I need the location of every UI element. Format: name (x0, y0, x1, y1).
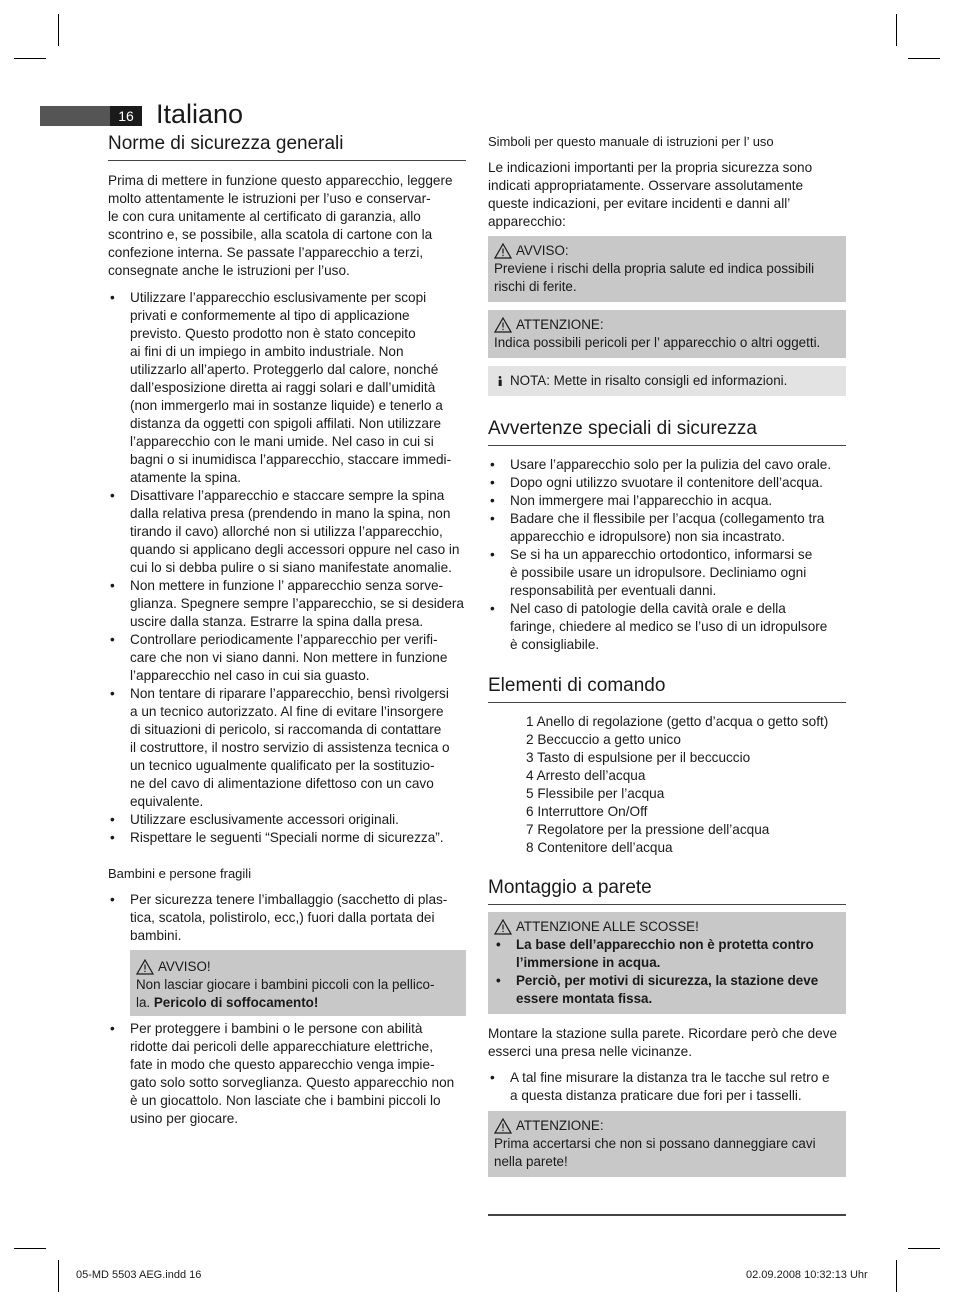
list-item: 8 Contenitore dell’acqua (526, 840, 673, 855)
intro-paragraph (108, 172, 466, 280)
intro-line: molto attentamente le istruzioni per l’uso e conservar- (108, 191, 431, 206)
children-subheading: Bambini e persone fragili (108, 866, 252, 881)
list-item: 6 Interruttore On/Off (526, 804, 648, 819)
avviso-box: AVVISO: Previene i rischi della propria salute ed indica possibili rischi di ferite. (488, 236, 846, 302)
list-item: 7 Regolatore per la pressione dell’acqua (526, 822, 770, 837)
list-item: • Nel caso di patologie della cavità orale e della faringe, chiedere al medico se l’uso di un idropulsore è consigliabile. (488, 600, 846, 654)
attenzione-box: ATTENZIONE: Indica possibili pericoli per l’ apparecchio o altri oggetti. (488, 310, 846, 358)
mount-intro: Montare la stazione sulla parete. Ricordare però che deve esserci una presa nelle vicinanze. (488, 1026, 838, 1059)
symbols-subheading: Simboli per questo manuale di istruzioni per l’ uso (488, 134, 774, 149)
list-item: 4 Arresto dell’acqua (526, 768, 646, 783)
intro-line: le con cura unitamente al certificato di garanzia, allo (108, 209, 421, 224)
warning-triangle-icon (494, 243, 512, 259)
list-item: • Controllare periodicamente l’apparecchio per verifi- care che non vi siano danni. Non mettere in funzione l’apparecchio nel caso in cui sia guasto. (108, 631, 466, 685)
warning-triangle-icon (494, 919, 512, 935)
warning-triangle-icon (494, 317, 512, 333)
warning-text: la. Pericolo di soffocamento! (136, 995, 319, 1010)
list-item: • Non immergere mai l’apparecchio in acqua. (488, 492, 846, 510)
avviso-title: AVVISO: (516, 243, 569, 258)
wall-warning-box: ATTENZIONE: Prima accertarsi che non si possano danneggiare cavi nella parete! (488, 1111, 846, 1177)
info-icon (494, 373, 506, 389)
crop-mark (58, 1260, 59, 1292)
intro-line: Prima di mettere in funzione questo apparecchio, leggere (108, 173, 453, 188)
crop-mark (896, 1260, 897, 1292)
intro-line: scontrino e, se possibile, alla scatola di cartone con la (108, 227, 433, 242)
list-item: 5 Flessibile per l’acqua (526, 786, 665, 801)
list-item: 1 Anello di regolazione (getto d’acqua o getto soft) (526, 714, 829, 729)
nota-box (488, 366, 846, 396)
list-item: • Non tentare di riparare l’apparecchio, bensì rivolgersi a un tecnico autorizzato. Al fine di evitare l’insorgere di situazioni di pericolo, si raccomanda di contattare il costruttore, il nostro servizio di assistenza tecnica o un tecnico ugualmente qualificato per la sostituzio- ne del cavo di alimentazione difettoso con un cavo equivalente. (108, 685, 466, 811)
section-heading-general-safety: Norme di sicurezza generali (108, 132, 466, 161)
list-item: • Dopo ogni utilizzo svuotare il contenitore dell’acqua. (488, 474, 846, 492)
list-item: • Utilizzare esclusivamente accessori originali. (108, 811, 466, 829)
warning-text: Non lasciar giocare i bambini piccoli con la pellico- (136, 977, 435, 992)
general-safety-list (108, 289, 466, 847)
mount-list (488, 1069, 846, 1105)
bottom-rule (488, 1214, 846, 1216)
list-item: • Usare l’apparecchio solo per la pulizia del cavo orale. (488, 456, 846, 474)
footer-date: 02.09.2008 10:32:13 Uhr (746, 1269, 868, 1281)
crop-mark (14, 1248, 46, 1249)
list-item: • A tal fine misurare la distanza tra le tacche sul retro e a questa distanza praticare due fori per i tasselli. (488, 1069, 846, 1105)
footer-file: 05-MD 5503 AEG.indd 16 (76, 1269, 202, 1281)
crop-mark (908, 1248, 940, 1249)
list-item: • Non mettere in funzione l’ apparecchio senza sorve- glianza. Spegnere sempre l’apparecchio, se si desidera uscire dalla stanza. Estrarre la spina dalla presa. (108, 577, 466, 631)
warning-triangle-icon (494, 1118, 512, 1134)
list-item: • Perciò, per motivi di sicurezza, la stazione deve essere montata fissa. (494, 972, 840, 1008)
section-heading-mounting: Montaggio a parete (488, 876, 846, 905)
page-number: 16 (110, 106, 142, 126)
list-item: • Disattivare l’apparecchio e staccare sempre la spina dalla relativa presa (prendendo in mano la spina, non tirando il cavo) allorché non si utilizza l’apparecchio, quando si applicano degli accessori oppure nel caso in cui lo si debba pulire o si siano manifestate anomalie. (108, 487, 466, 577)
warning-box-suffocation (130, 950, 466, 1016)
nota-title: NOTA: (510, 373, 550, 388)
shock-warning-title: ATTENZIONE ALLE SCOSSE! (516, 919, 699, 934)
section-heading-controls: Elementi di comando (488, 674, 846, 703)
intro-line: confezione interna. Se passate l’apparecchio a terzi, (108, 245, 424, 260)
list-item: 3 Tasto di espulsione per il beccuccio (526, 750, 751, 765)
crop-mark (58, 14, 59, 46)
warning-title: AVVISO! (158, 959, 211, 974)
list-item: 2 Beccuccio a getto unico (526, 732, 681, 747)
list-item: • Se si ha un apparecchio ortodontico, informarsi se è possibile usare un idropulsore. Decliniamo ogni responsabilità per eventuali danni. (488, 546, 846, 600)
wall-warning-title: ATTENZIONE: (516, 1118, 604, 1133)
list-item: • Per sicurezza tenere l’imballaggio (sacchetto di plas- tica, scatola, polistirolo, ecc,) fuori dalla portata dei bambini. (108, 891, 466, 945)
page-title: Italiano (156, 99, 244, 129)
list-item: • Rispettare le seguenti “Speciali norme di sicurezza”. (108, 829, 466, 847)
shock-warning-box (488, 912, 846, 1014)
intro-line: consegnate anche le istruzioni per l’uso. (108, 263, 350, 278)
nota-text: Mette in risalto consigli ed informazioni. (553, 373, 788, 388)
list-item: • Per proteggere i bambini o le persone con abilità ridotte dai pericoli delle apparecchiature elettriche, fate in modo che questo apparecchio venga impie- gato solo sotto sorveglianza. Questo apparecchio non è un giocattolo. Non lasciate che i bambini piccoli lo usino per giocare. (108, 1020, 466, 1128)
symbols-intro: Le indicazioni importanti per la propria sicurezza sono indicati appropriatamente. Osservare assolutamente queste indicazioni, per evitare incidenti e danni all’ apparecchio: (488, 160, 813, 229)
children-list-1 (108, 891, 466, 945)
crop-mark (14, 58, 46, 59)
section-heading-special-safety: Avvertenze speciali di sicurezza (488, 417, 846, 446)
attenzione-title: ATTENZIONE: (516, 317, 604, 332)
special-safety-list (488, 456, 846, 654)
list-item: • Utilizzare l’apparecchio esclusivamente per scopi privati e conformemente al tipo di applicazione previsto. Questo prodotto non è stato concepito ai fini di un impiego in ambito industriale. Non utilizzarlo all’aperto. Proteggerlo dal calore, nonché dall’esposizione diretta ai raggi solari e dall’umidità (non immergerlo mai in sostanze liquide) e tenerlo a distanza da oggetti con spigoli affilati. Non utilizzare l’apparecchio con le mani umide. Nel caso in cui si bagni o si inumidisca l’apparecchio, staccare immedi- atamente la spina. (108, 289, 466, 487)
crop-mark (908, 58, 940, 59)
children-list-2 (108, 1020, 466, 1128)
crop-mark (896, 14, 897, 46)
list-item: • Badare che il flessibile per l’acqua (collegamento tra apparecchio e idropulsore) non sia incastrato. (488, 510, 846, 546)
warning-triangle-icon (136, 959, 154, 975)
list-item: • La base dell’apparecchio non è protetta contro l’immersione in acqua. (494, 936, 840, 972)
